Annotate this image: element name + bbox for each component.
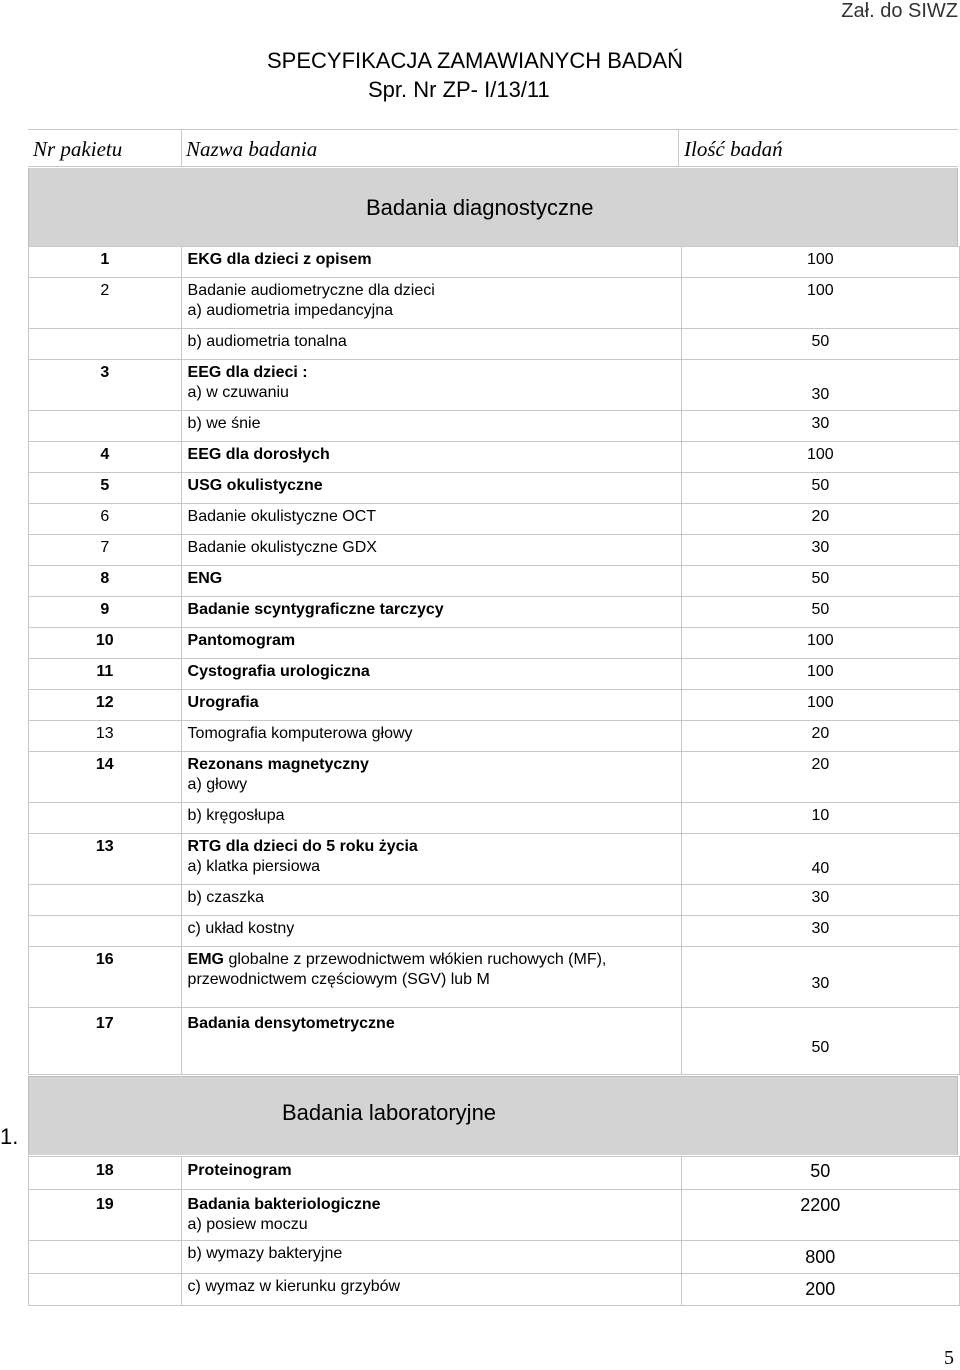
qty-cell: 30 [681, 916, 959, 947]
table-row [29, 721, 960, 752]
qty-cell: 20 [681, 721, 959, 752]
section-title-diagnostic: Badania diagnostyczne [366, 195, 594, 220]
table-row [29, 947, 960, 1008]
table-row [29, 504, 960, 535]
nr-cell: 13 [29, 834, 182, 885]
qty-cell: 30 [681, 360, 959, 411]
table-row [29, 659, 960, 690]
name-cell: Badanie okulistyczne GDX [181, 535, 681, 566]
section-band-diagnostic [28, 168, 958, 246]
name-cell: EKG dla dzieci z opisem [181, 247, 681, 278]
name-cell: RTG dla dzieci do 5 roku życia a) klatka piersiowa [181, 834, 681, 885]
nr-cell [29, 411, 182, 442]
qty-cell: 200 [681, 1274, 959, 1306]
qty-cell: 800 [681, 1241, 959, 1274]
nr-cell: 8 [29, 566, 182, 597]
column-header-qty: Ilość badań [684, 137, 783, 161]
table-row [29, 752, 960, 803]
nr-cell: 14 [29, 752, 182, 803]
qty-cell: 50 [681, 473, 959, 504]
attachment-label: Zał. do SIWZ [841, 0, 958, 22]
nr-cell: 3 [29, 360, 182, 411]
name-cell: Pantomogram [181, 628, 681, 659]
nr-cell: 10 [29, 628, 182, 659]
page-number: 5 [944, 1347, 954, 1369]
qty-cell: 100 [681, 659, 959, 690]
table-row [29, 329, 960, 360]
name-cell: USG okulistyczne [181, 473, 681, 504]
name-cell: b) wymazy bakteryjne [181, 1241, 681, 1274]
nr-cell: 12 [29, 690, 182, 721]
qty-cell: 100 [681, 247, 959, 278]
qty-cell: 50 [681, 566, 959, 597]
name-cell: Badania bakteriologiczne a) posiew moczu [181, 1190, 681, 1241]
column-separator [678, 129, 679, 167]
section-number: 1. [0, 1124, 19, 1149]
name-cell: Badania densytometryczne [181, 1008, 681, 1075]
nr-cell: 19 [29, 1190, 182, 1241]
table-row [29, 834, 960, 885]
qty-cell: 100 [681, 278, 959, 329]
name-cell: Badanie okulistyczne OCT [181, 504, 681, 535]
qty-cell: 30 [681, 885, 959, 916]
table-row [29, 690, 960, 721]
name-cell: EMG globalne z przewodnictwem włókien ruchowych (MF), przewodnictwem częściowym (SGV) lub M [181, 947, 681, 1008]
column-header-name: Nazwa badania [186, 137, 318, 161]
name-cell: b) kręgosłupa [181, 803, 681, 834]
name-cell: Urografia [181, 690, 681, 721]
name-cell: Tomografia komputerowa głowy [181, 721, 681, 752]
column-header-row [28, 129, 958, 167]
name-cell: ENG [181, 566, 681, 597]
table-row [29, 1157, 960, 1190]
nr-cell [29, 1274, 182, 1306]
nr-cell: 11 [29, 659, 182, 690]
table-row [29, 1008, 960, 1075]
qty-cell: 10 [681, 803, 959, 834]
qty-cell: 100 [681, 690, 959, 721]
name-cell: EEG dla dzieci : a) w czuwaniu [181, 360, 681, 411]
nr-cell: 18 [29, 1157, 182, 1190]
nr-cell [29, 329, 182, 360]
name-cell: c) wymaz w kierunku grzybów [181, 1274, 681, 1306]
section-title-lab: Badania laboratoryjne [282, 1100, 497, 1125]
qty-cell: 50 [681, 1157, 959, 1190]
table-row [29, 1190, 960, 1241]
table-row [29, 566, 960, 597]
qty-cell: 100 [681, 442, 959, 473]
nr-cell [29, 1241, 182, 1274]
table-row [29, 1241, 960, 1274]
nr-cell: 1 [29, 247, 182, 278]
nr-cell: 6 [29, 504, 182, 535]
nr-cell: 9 [29, 597, 182, 628]
qty-cell: 50 [681, 1008, 959, 1075]
column-header-nr: Nr pakietu [33, 137, 123, 161]
name-cell: b) audiometria tonalna [181, 329, 681, 360]
table-row [29, 885, 960, 916]
table-row [29, 597, 960, 628]
table-row [29, 411, 960, 442]
qty-cell: 40 [681, 834, 959, 885]
name-cell: Cystografia urologiczna [181, 659, 681, 690]
name-cell: Rezonans magnetyczny a) głowy [181, 752, 681, 803]
qty-cell: 100 [681, 628, 959, 659]
document-reference: Spr. Nr ZP- I/13/11 [368, 77, 550, 102]
nr-cell [29, 885, 182, 916]
qty-cell: 30 [681, 535, 959, 566]
name-cell: c) układ kostny [181, 916, 681, 947]
nr-cell: 5 [29, 473, 182, 504]
table-row [29, 628, 960, 659]
qty-cell: 30 [681, 411, 959, 442]
diagnostic-table [28, 246, 960, 1075]
table-row [29, 442, 960, 473]
name-cell: b) we śnie [181, 411, 681, 442]
table-row [29, 360, 960, 411]
nr-cell [29, 803, 182, 834]
name-cell: Badanie audiometryczne dla dzieci a) audiometria impedancyjna [181, 278, 681, 329]
section-band-lab [28, 1076, 958, 1155]
qty-cell: 30 [681, 947, 959, 1008]
name-cell: EEG dla dorosłych [181, 442, 681, 473]
qty-cell: 2200 [681, 1190, 959, 1241]
table-row [29, 803, 960, 834]
table-row [29, 247, 960, 278]
name-cell: Proteinogram [181, 1157, 681, 1190]
nr-cell: 7 [29, 535, 182, 566]
name-cell: Badanie scyntygraficzne tarczycy [181, 597, 681, 628]
table-row [29, 278, 960, 329]
name-cell: b) czaszka [181, 885, 681, 916]
document-title: SPECYFIKACJA ZAMAWIANYCH BADAŃ [267, 48, 684, 73]
qty-cell: 20 [681, 504, 959, 535]
qty-cell: 50 [681, 597, 959, 628]
nr-cell: 17 [29, 1008, 182, 1075]
column-separator [181, 129, 182, 167]
nr-cell [29, 916, 182, 947]
qty-cell: 50 [681, 329, 959, 360]
lab-table [28, 1156, 960, 1306]
qty-cell: 20 [681, 752, 959, 803]
table-row [29, 1274, 960, 1306]
table-row [29, 535, 960, 566]
nr-cell: 2 [29, 278, 182, 329]
nr-cell: 4 [29, 442, 182, 473]
table-row [29, 473, 960, 504]
table-row [29, 916, 960, 947]
nr-cell: 16 [29, 947, 182, 1008]
nr-cell: 13 [29, 721, 182, 752]
